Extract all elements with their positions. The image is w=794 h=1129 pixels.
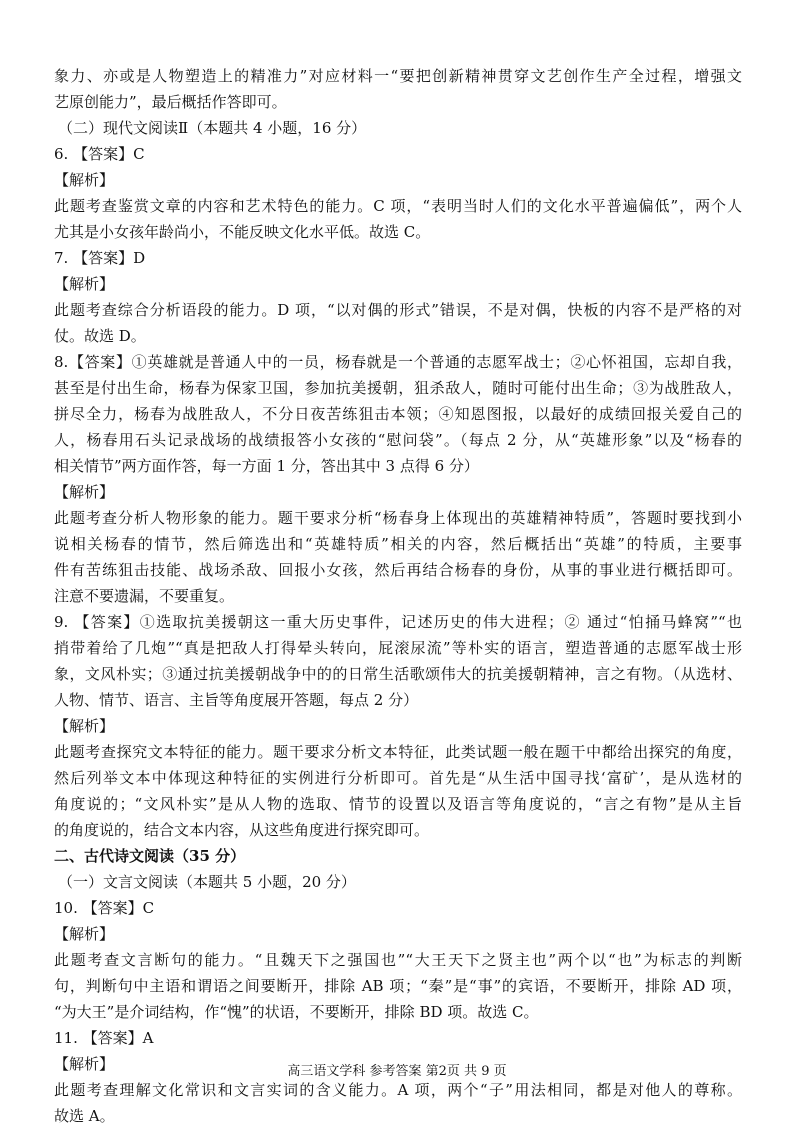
para-line: 艺原创能力”，最后概括作答即可。 <box>54 93 287 111</box>
document-body <box>54 63 742 1129</box>
para-line: 此题考查探究文本特征的能力。题干要求分析文本特征，此类试题一般在题干中都给出探究的角度， <box>54 743 742 761</box>
para-line: 人，杨春用石头记录战场的战绩报答小女孩的“慰问袋”。（每点 2 分，从“英雄形象”以及“杨春的 <box>54 431 742 449</box>
analysis-line: 【解析】 <box>54 925 115 943</box>
para-line: 拼尽全力，杨春为战胜敌人，不分日夜苦练狙击本领；④知恩图报，以最好的成绩回报关爱自己的 <box>54 405 742 423</box>
block-para <box>54 297 742 349</box>
para-line: 象力、亦或是人物塑造上的精准力”对应材料一“要把创新精神贯穿文艺创作生产全过程，增强文 <box>54 67 742 85</box>
para-line: 8.【答案】①英雄就是普通人中的一员，杨春就是一个普通的志愿军战士；②心怀祖国，忘却自我， <box>54 353 742 371</box>
block-heading <box>54 843 742 869</box>
block-answer <box>54 245 742 271</box>
para-line: 象，文风朴实；③通过抗美援朝战争中的的日常生活歌颂伟大的抗美援朝精神，言之有物。（从选材、 <box>54 665 742 683</box>
block-para <box>54 63 742 115</box>
para-line: 句，判断句中主语和谓语之间要断开，排除 AB 项；“秦”是“事”的宾语，不要断开，排除 AD 项， <box>54 977 742 995</box>
para-line: 故选 A。 <box>54 1107 115 1125</box>
answer-line: 6. 【答案】C <box>54 145 145 163</box>
para-line: 此题考查综合分析语段的能力。D 项，“以对偶的形式”错误，不是对偶，快板的内容不是严格的对 <box>54 301 742 319</box>
block-answer <box>54 895 742 921</box>
analysis-line: 【解析】 <box>54 717 115 735</box>
analysis-line: 【解析】 <box>54 275 115 293</box>
para-line: 9. 【答案】①选取抗美援朝这一重大历史事件，记述历史的伟大进程；② 通过“怕捅马蜂窝”“也 <box>54 613 742 631</box>
block-para <box>54 193 742 245</box>
block-section <box>54 115 742 141</box>
block-answer <box>54 1025 742 1051</box>
answer-line: 7. 【答案】D <box>54 249 146 267</box>
block-para <box>54 349 742 479</box>
answer-line: 11. 【答案】A <box>54 1029 154 1047</box>
para-line: 然后列举文本中体现这种特征的实例进行分析即可。首先是“从生活中国寻找‘富矿’，是从选材的 <box>54 769 742 787</box>
section-line: （一）文言文阅读（本题共 5 小题，20 分） <box>58 873 356 891</box>
para-line: 此题考查文言断句的能力。“且魏天下之强国也”“大王天下之贤主也”两个以“也”为标志的判断 <box>54 951 742 969</box>
para-line: 尤其是小女孩年龄尚小，不能反映文化水平低。故选 C。 <box>54 223 431 241</box>
block-para <box>54 739 742 843</box>
block-para <box>54 505 742 609</box>
block-analysis <box>54 167 742 193</box>
block-answer <box>54 141 742 167</box>
block-para <box>54 947 742 1025</box>
para-line: 捎带着给了几炮”“真是把敌人打得晕头转向，屁滚尿流”等朴实的语言，塑造普通的志愿军战士形 <box>54 639 742 657</box>
para-line: 相关情节”两方面作答，每一方面 1 分，答出其中 3 点得 6 分） <box>54 457 479 475</box>
analysis-line: 【解析】 <box>54 483 115 501</box>
para-line: 件有苦练狙击技能、战场杀敌、回报小女孩，然后再结合杨春的身份，从事的事业进行概括即可。 <box>54 561 742 579</box>
block-section <box>54 869 742 895</box>
block-analysis <box>54 479 742 505</box>
para-line: 的角度说的，结合文本内容，从这些角度进行探究即可。 <box>54 821 430 839</box>
block-analysis <box>54 713 742 739</box>
footer-text: 高三语文学科 参考答案 第2页 共 9 页 <box>287 1064 507 1079</box>
page-footer <box>0 1064 794 1080</box>
para-line: 仗。故选 D。 <box>54 327 146 345</box>
heading-line: 二、古代诗文阅读（35 分） <box>54 847 246 865</box>
block-para <box>54 1077 742 1129</box>
para-line: 此题考查鉴赏文章的内容和艺术特色的能力。C 项，“表明当时人们的文化水平普遍偏低”，两个人 <box>54 197 742 215</box>
para-line: 此题考查理解文化常识和文言实词的含义能力。A 项，两个“子”用法相同，都是对他人的尊称。 <box>54 1081 742 1099</box>
para-line: 说相关杨春的情节，然后筛选出和“英雄特质”相关的内容，然后概括出“英雄”的特质，主要事 <box>54 535 742 553</box>
analysis-line: 【解析】 <box>54 171 115 189</box>
section-line: （二）现代文阅读Ⅱ（本题共 4 小题，16 分） <box>58 119 367 137</box>
para-line: 注意不要遗漏，不要重复。 <box>54 587 235 605</box>
para-line: 角度说的；“文风朴实”是从人物的选取、情节的设置以及语言等角度说的，“言之有物”是从主旨 <box>54 795 742 813</box>
answer-line: 10. 【答案】C <box>54 899 155 917</box>
analysis-line: 【解析】 <box>54 1055 115 1073</box>
para-line: “为大王”是介词结构，作“愧”的状语，不要断开，排除 BD 项。故选 C。 <box>54 1003 539 1021</box>
block-analysis <box>54 921 742 947</box>
para-line: 甚至是付出生命，杨春为保家卫国，参加抗美援朝，狙杀敌人，随时可能付出生命；③为战胜敌人， <box>54 379 742 397</box>
para-line: 人物、情节、语言、主旨等角度展开答题，每点 2 分） <box>54 691 419 709</box>
block-para <box>54 609 742 713</box>
para-line: 此题考查分析人物形象的能力。题干要求分析“杨春身上体现出的英雄精神特质”，答题时要找到小 <box>54 509 742 527</box>
block-analysis <box>54 271 742 297</box>
